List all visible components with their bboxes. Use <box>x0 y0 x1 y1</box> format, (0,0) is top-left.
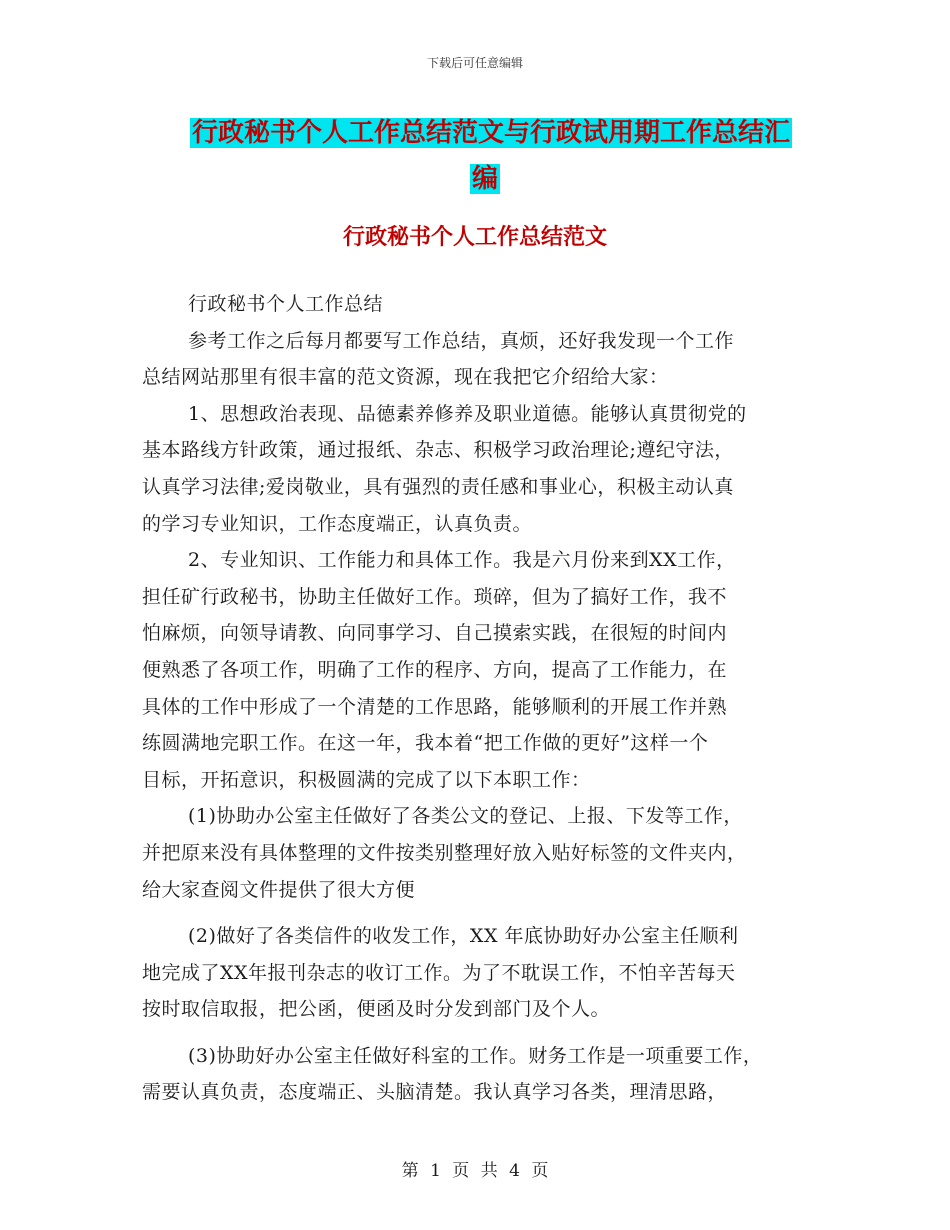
title-line-2: 编 <box>471 164 498 194</box>
body-line: 目标，开拓意识，积极圆满的完成了以下本职工作： <box>142 768 591 791</box>
section-title: 行政秘书个人工作总结范文 <box>342 224 607 250</box>
body-line: 地完成了XX年报刊杂志的收订工作。为了不耽误工作，不怕辛苦每天 <box>142 961 736 984</box>
document-title <box>190 110 810 202</box>
body-line: 并把原来没有具体整理的文件按类别整理好放入贴好标签的文件夹内， <box>142 841 747 864</box>
body-line: (2)做好了各类信件的收发工作，XX 年底协助好办公室主任顺利 <box>188 925 739 948</box>
body-line: 练圆满地完职工作。在这一年，我本着“把工作做的更好”这样一个 <box>142 732 709 755</box>
body-line: 1、思想政治表现、品德素养修养及职业道德。能够认真贯彻党的 <box>188 402 747 425</box>
body-line: 行政秘书个人工作总结 <box>188 293 384 315</box>
body-line: 认真学习法律;爱岗敬业，具有强烈的责任感和事业心，积极主动认真 <box>142 475 734 498</box>
body-line: 便熟悉了各项工作，明确了工作的程序、方向，提高了工作能力，在 <box>142 658 728 681</box>
body-line: 总结网站那里有很丰富的范文资源，现在我把它介绍给大家： <box>142 366 669 389</box>
body-line: 怕麻烦，向领导请教、向同事学习、自己摸索实践，在很短的时间内 <box>142 622 728 645</box>
title-line-1: 行政秘书个人工作总结范文与行政试用期工作总结汇 <box>192 118 791 148</box>
page-number-footer: 第 1 页 共 4 页 <box>401 1161 549 1181</box>
body-line: 2、专业知识、工作能力和具体工作。我是六月份来到XX工作， <box>188 549 736 572</box>
body-line: 基本路线方针政策，通过报纸、杂志、积极学习政治理论;遵纪守法， <box>142 439 734 462</box>
body-line: 具体的工作中形成了一个清楚的工作思路，能够顺利的开展工作并熟 <box>142 695 728 718</box>
body-line: 的学习专业知识，工作态度端正，认真负责。 <box>142 512 533 535</box>
body-line: 担任矿行政秘书，协助主任做好工作。琐碎，但为了搞好工作，我不 <box>142 585 728 608</box>
body-line: (3)协助好办公室主任做好科室的工作。财务工作是一项重要工作， <box>188 1044 763 1067</box>
body-line: 需要认真负责，态度端正、头脑清楚。我认真学习各类，理清思路， <box>142 1081 728 1104</box>
document-body <box>142 286 822 1111</box>
body-line: (1)协助办公室主任做好了各类公文的登记、上报、下发等工作， <box>188 805 743 828</box>
page-header-note: 下载后可任意编辑 <box>426 56 523 70</box>
body-line: 给大家查阅文件提供了很大方便 <box>142 878 416 901</box>
body-line: 参考工作之后每月都要写工作总结，真烦，还好我发现一个工作 <box>188 329 735 352</box>
body-line: 按时取信取报，把公函，便函及时分发到部门及个人。 <box>142 998 611 1021</box>
